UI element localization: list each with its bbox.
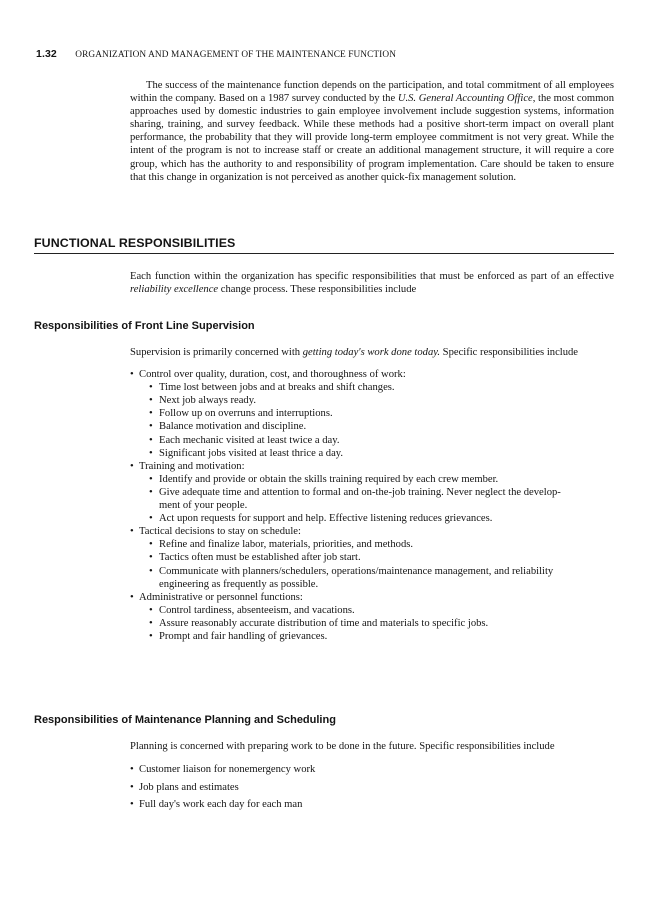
list-item: • Identify and provide or obtain the skills training required by each crew member.	[149, 473, 614, 486]
list-item	[149, 565, 614, 591]
subsection-heading-planning: Responsibilities of Maintenance Planning and Scheduling	[34, 714, 336, 726]
list-item: • Tactics often must be established after job start.	[149, 551, 614, 564]
functional-text-a: Each function within the organization has specific responsibilities that must be enforced as part of an effective	[130, 271, 614, 282]
list-item: • Next job always ready.	[149, 394, 614, 407]
list-item: • Prompt and fair handling of grievances.	[149, 630, 614, 643]
front-line-paragraph	[130, 346, 614, 359]
intro-section	[130, 79, 614, 184]
list-item-continuation: engineering as frequently as possible.	[159, 578, 319, 590]
running-title: ORGANIZATION AND MANAGEMENT OF THE MAINTENANCE FUNCTION	[75, 50, 397, 60]
list-item: • Control tardiness, absenteeism, and vacations.	[149, 604, 614, 617]
list-item: • Time lost between jobs and at breaks and shift changes.	[149, 381, 614, 394]
functional-text-b: change process. These responsibilities include	[218, 284, 417, 296]
subsection-heading-front-line: Responsibilities of Front Line Supervision	[34, 320, 255, 332]
front-line-emphasis: getting today's work done today.	[302, 347, 441, 358]
group-label: Administrative or personnel functions:	[139, 591, 303, 603]
list-item	[130, 591, 614, 643]
front-line-section	[130, 346, 614, 643]
intro-text-b: , the most common approaches used by domestic industries to gain employee involvement include suggestion systems, information sharing, training, and survey feedback. While these methods had a positive short-term impact on overall plant performance, the probability that they will provide long-term employee commitment is not very great. While the intent of the program is not to increase staff or create an additional management structure, it will require a core group, which has the authority to and responsibility of program implementation. Care should be taken to ensure that this change in organization is not perceived as another quick-fix management solution.	[130, 93, 614, 183]
planning-paragraph: Planning is concerned with preparing work to be done in the future. Specific responsibilities include	[130, 741, 555, 752]
functional-paragraph	[130, 270, 614, 296]
planning-section	[130, 740, 614, 816]
intro-paragraph	[130, 79, 614, 184]
list-item: • Job plans and estimates	[130, 781, 614, 794]
page-number: 1.32	[36, 48, 57, 60]
list-item-line: Communicate with planners/schedulers, operations/maintenance management, and reliability	[159, 565, 554, 577]
section-heading-functional: FUNCTIONAL RESPONSIBILITIES	[34, 236, 614, 254]
functional-section	[130, 270, 614, 296]
list-item: • Each mechanic visited at least twice a day.	[149, 434, 614, 447]
sub-list	[149, 538, 614, 590]
group-label: Tactical decisions to stay on schedule:	[139, 526, 301, 538]
planning-list	[130, 763, 614, 811]
list-item: • Customer liaison for nonemergency work	[130, 763, 614, 776]
group-label: Training and motivation:	[139, 460, 245, 472]
running-header	[36, 48, 626, 60]
list-item	[130, 460, 614, 525]
list-item: • Follow up on overruns and interruptions.	[149, 407, 614, 420]
functional-emphasis: reliability excellence	[130, 284, 219, 296]
list-item	[149, 486, 614, 512]
intro-text-a: The success of the maintenance function depends on the participation, and total commitment of all employees within the company. Based on a 1987 survey conducted by the	[130, 80, 614, 105]
sub-list	[149, 473, 614, 525]
front-line-text-a: Supervision is primarily concerned with	[130, 347, 303, 358]
list-item: • Refine and finalize labor, materials, priorities, and methods.	[149, 538, 614, 551]
list-item	[130, 368, 614, 460]
list-item-continuation: ment of your people.	[159, 500, 248, 512]
list-item: • Assure reasonably accurate distribution of time and materials to specific jobs.	[149, 617, 614, 630]
sub-list	[149, 381, 614, 460]
list-item: • Act upon requests for support and help. Effective listening reduces grievances.	[149, 512, 614, 525]
front-line-text-b: Specific responsibilities include	[440, 347, 579, 358]
list-item: • Significant jobs visited at least thrice a day.	[149, 447, 614, 460]
group-label: Control over quality, duration, cost, and thoroughness of work:	[139, 369, 406, 381]
front-line-list	[130, 368, 614, 643]
list-item	[130, 525, 614, 590]
list-item: • Balance motivation and discipline.	[149, 420, 614, 433]
list-item-line: Give adequate time and attention to formal and on-the-job training. Never neglect the develop-	[159, 486, 561, 498]
intro-emphasis: U.S. General Accounting Office	[397, 93, 533, 105]
sub-list	[149, 604, 614, 643]
list-item: • Full day's work each day for each man	[130, 798, 614, 811]
